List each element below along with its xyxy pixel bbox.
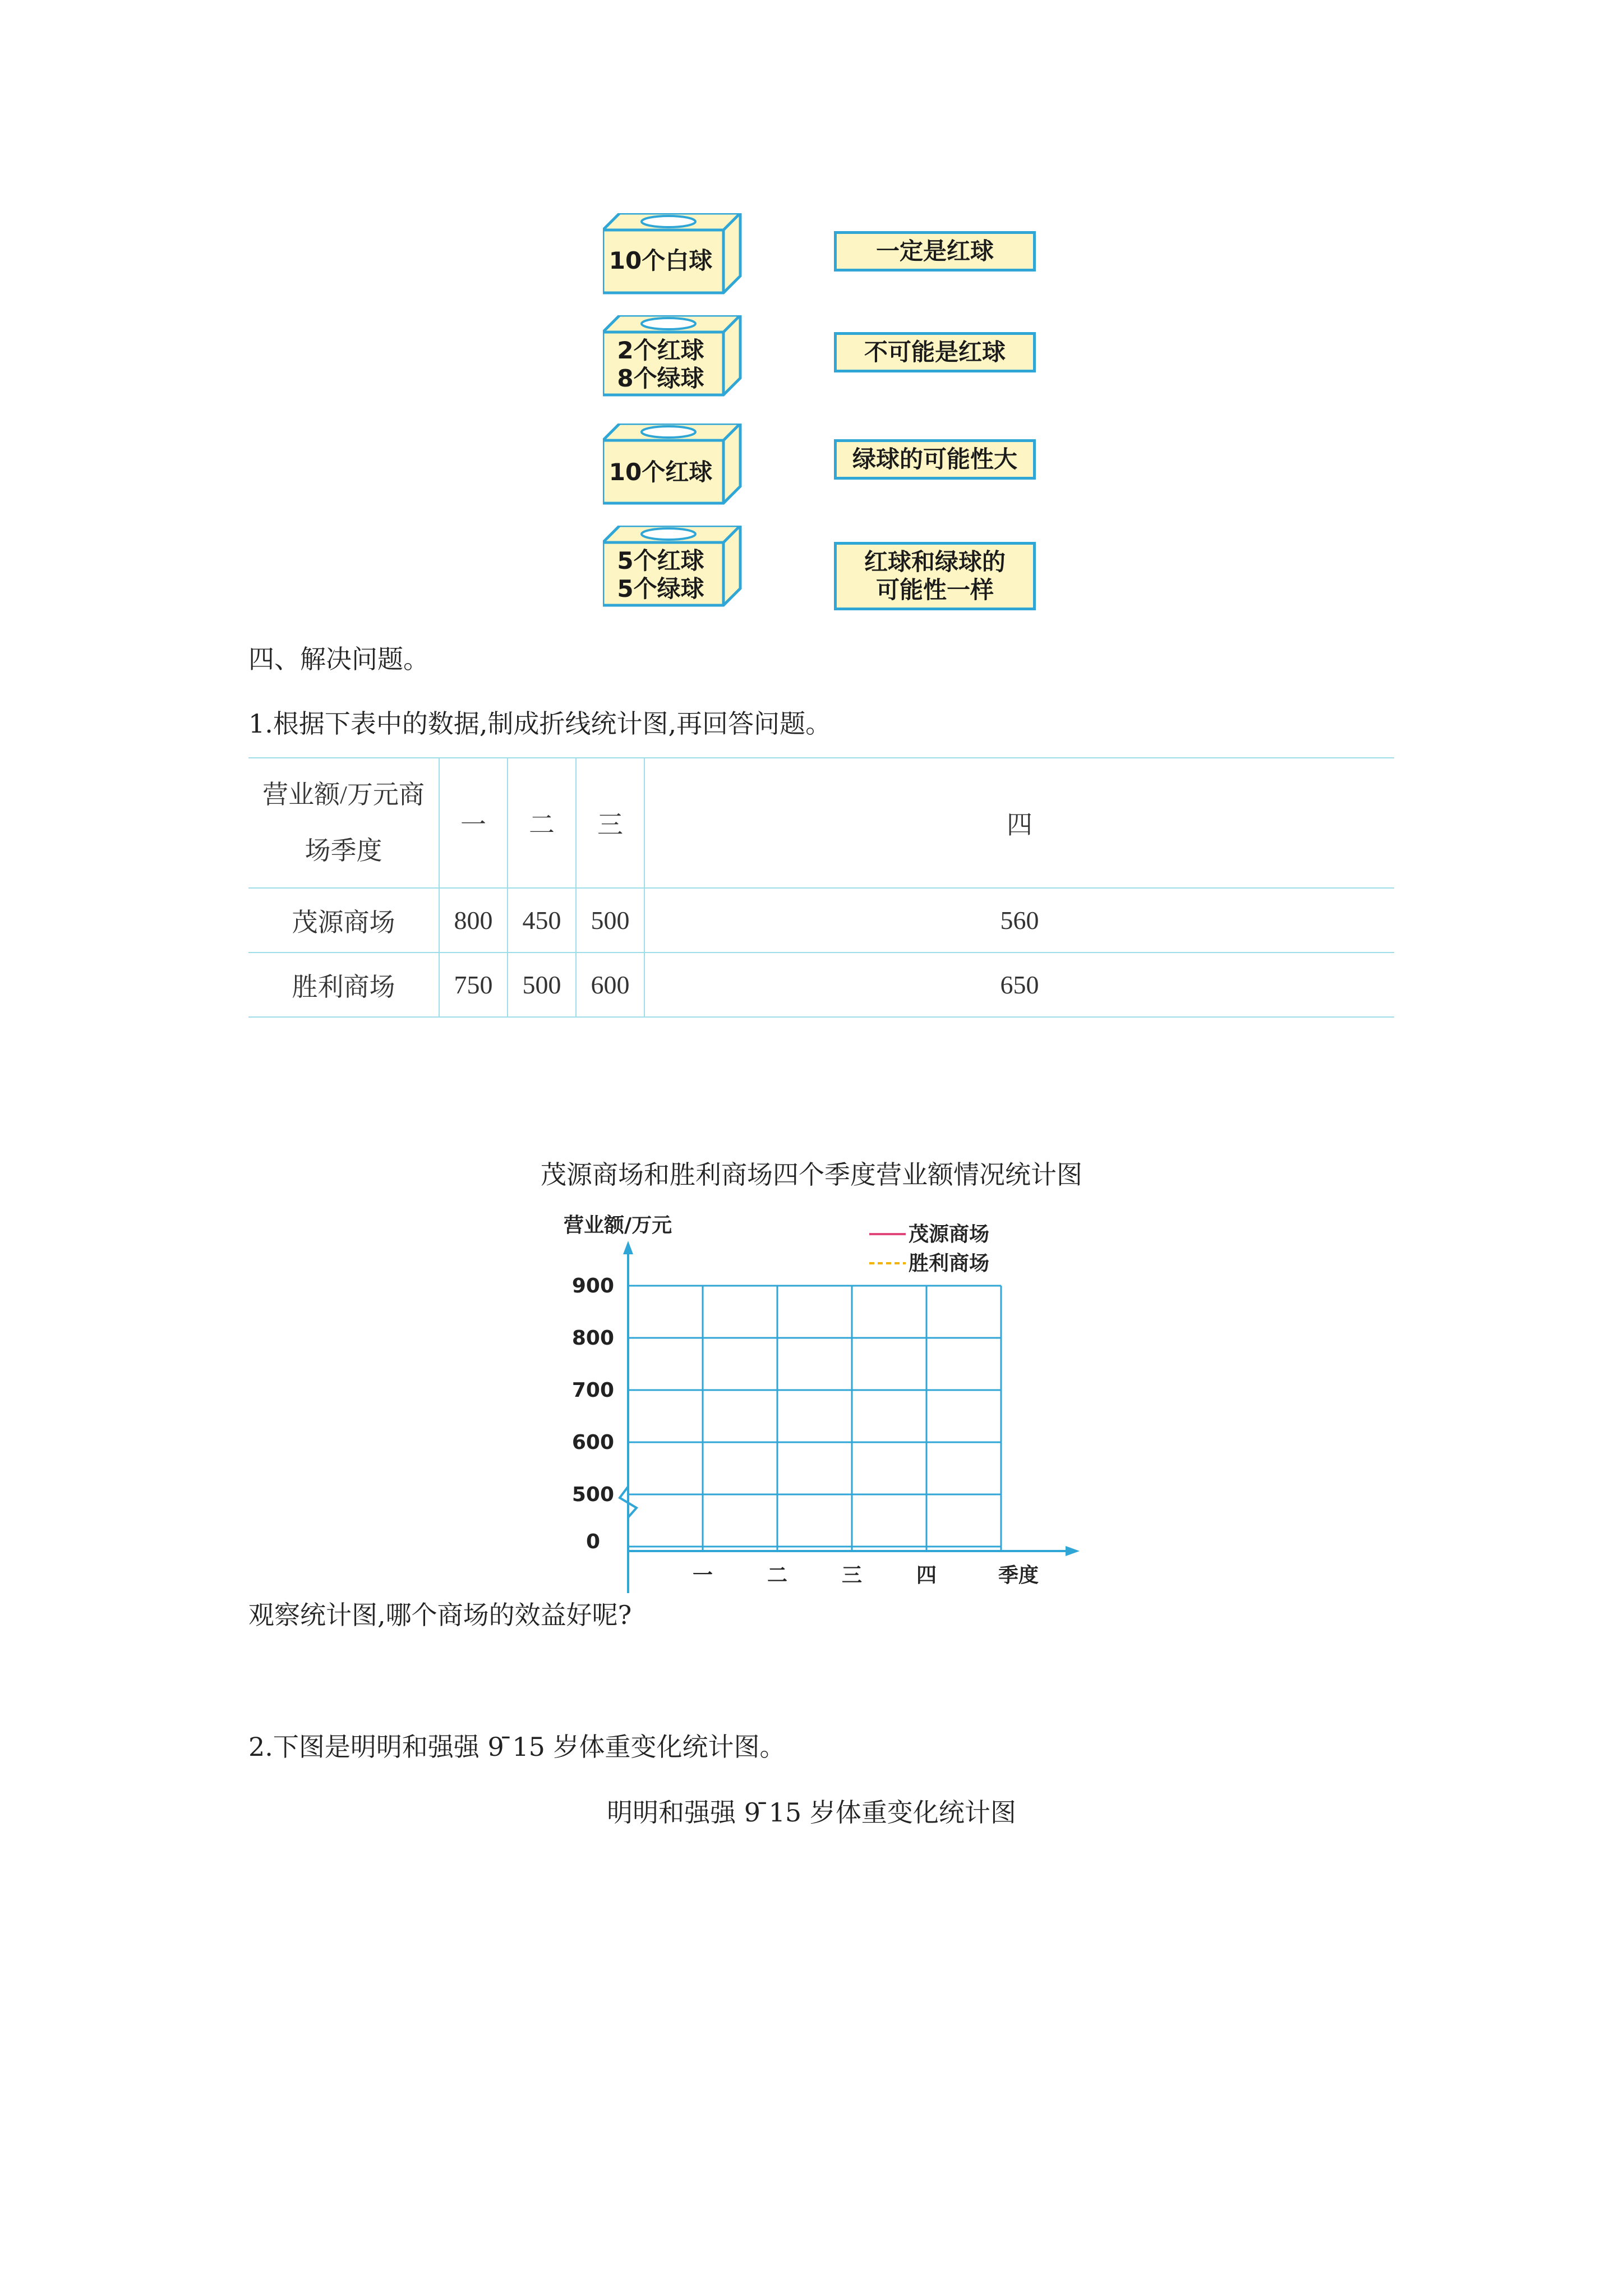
corner-line-2: 场季度 <box>305 836 382 865</box>
legend-label: 茂源商场 <box>909 1223 990 1246</box>
answer-text: 绿球的可能性大 <box>852 445 1017 473</box>
box-label: 10个红球 <box>608 458 713 486</box>
ball-box-4 <box>603 526 749 610</box>
answer-text: 一定是红球 <box>875 237 994 265</box>
box-label: 5个绿球 <box>617 575 704 602</box>
table-cell: 750 <box>439 953 508 1017</box>
column-header: 四 <box>644 758 1394 888</box>
box-label: 10个白球 <box>608 247 713 274</box>
column-header: 二 <box>508 758 576 888</box>
table-cell: 800 <box>439 888 508 953</box>
x-tick-label: 三 <box>841 1564 863 1587</box>
table-cell: 560 <box>644 888 1394 953</box>
corner-line-1: 营业额/万元商 <box>262 780 425 809</box>
row-label: 茂源商场 <box>248 888 439 953</box>
y-axis-label: 营业额/万元 <box>564 1214 672 1237</box>
q2-chart-title: 明明和强强 9 ̄15 岁体重变化统计图 <box>607 1797 1016 1828</box>
table-row <box>248 953 1394 1017</box>
ball-box-3 <box>603 424 749 508</box>
legend-label: 胜利商场 <box>909 1252 990 1275</box>
x-axis-arrow <box>1066 1546 1080 1556</box>
table-cell: 650 <box>644 953 1394 1017</box>
chart-grid <box>628 1286 1001 1551</box>
column-header: 三 <box>576 758 644 888</box>
table-cell: 600 <box>576 953 644 1017</box>
line-chart <box>550 1200 1088 1593</box>
table-cell: 500 <box>508 953 576 1017</box>
x-tick-label: 一 <box>692 1564 713 1587</box>
q1-prompt: 1.根据下表中的数据,制成折线统计图,再回答问题。 <box>248 708 832 739</box>
answer-text: 可能性一样 <box>875 576 994 604</box>
y-tick-label: 600 <box>571 1431 614 1454</box>
section-heading: 四、解决问题。 <box>248 644 429 674</box>
answer-card-2[interactable] <box>834 332 1036 372</box>
y-tick-label: 900 <box>571 1274 614 1297</box>
q2-prompt: 2.下图是明明和强强 9 ̄15 岁体重变化统计图。 <box>248 1732 786 1762</box>
q1-followup: 观察统计图,哪个商场的效益好呢? <box>248 1600 632 1630</box>
y-tick-label: 0 <box>585 1530 600 1553</box>
y-tick-labels <box>572 1274 614 1553</box>
answer-text: 红球和绿球的 <box>864 548 1006 576</box>
answer-text: 不可能是红球 <box>864 338 1006 366</box>
answer-card-1[interactable] <box>834 231 1036 272</box>
table-header-row <box>248 758 1394 888</box>
x-axis-label: 季度 <box>998 1564 1039 1587</box>
table-cell: 500 <box>576 888 644 953</box>
y-tick-label: 500 <box>571 1483 614 1506</box>
chart-title: 茂源商场和胜利商场四个季度营业额情况统计图 <box>541 1159 1082 1190</box>
ball-box-2 <box>603 315 749 399</box>
box-label: 5个红球 <box>617 547 704 574</box>
y-tick-label: 800 <box>571 1327 614 1350</box>
answer-card-4[interactable] <box>834 542 1036 610</box>
row-label: 胜利商场 <box>248 953 439 1017</box>
table-cell: 450 <box>508 888 576 953</box>
table-row <box>248 888 1394 953</box>
box-label: 8个绿球 <box>617 365 704 392</box>
y-tick-label: 700 <box>571 1379 614 1402</box>
x-tick-label: 四 <box>916 1564 937 1587</box>
box-label: 2个红球 <box>617 337 704 364</box>
sales-table <box>248 757 1394 1018</box>
x-tick-labels <box>693 1564 937 1587</box>
y-axis-arrow <box>623 1241 633 1254</box>
ball-box-1 <box>603 213 749 297</box>
answer-card-3[interactable] <box>834 439 1036 480</box>
column-header: 一 <box>439 758 508 888</box>
table-corner-header <box>248 758 439 888</box>
x-tick-label: 二 <box>767 1564 788 1587</box>
